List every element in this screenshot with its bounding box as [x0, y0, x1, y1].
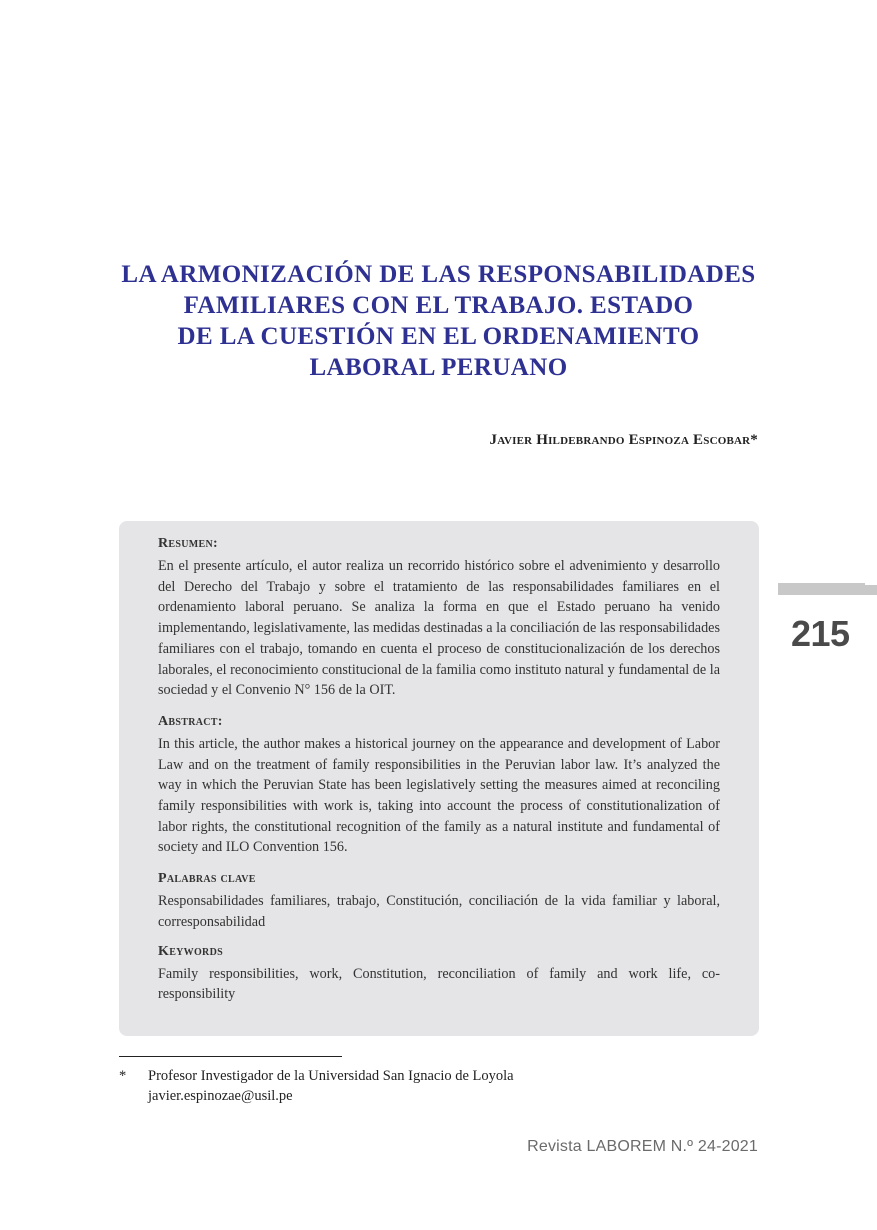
- abstract-text: In this article, the author makes a historical journey on the appearance and development of Labor Law and on the treatment of family responsibilities in the Peruvian labor law. It’s analyzed the way in which the Peruvian State has been legislatively setting the measures aimed at reconciling family responsibilities with work is, taking into account the process of constitutionalization of labor rights, the constitutional recognition of the family as a natural institute and fundamental of society and ILO Convention 156.: [158, 735, 720, 856]
- footnote-mark: *: [119, 1068, 127, 1084]
- palabras-clave-heading: Palabras clave: [158, 871, 256, 887]
- title-line-3: DE LA CUESTIÓN EN EL ORDENAMIENTO: [177, 322, 700, 350]
- keywords-text: Family responsibilities, work, Constitution, reconciliation of family and work life, co-responsibility: [158, 965, 720, 1003]
- resumen-heading: Resumen:: [158, 536, 218, 551]
- footnote-affiliation: Profesor Investigador de la Universidad San Ignacio de Loyola: [148, 1068, 514, 1084]
- footnote-divider: [119, 1056, 342, 1057]
- title-line-1: LA ARMONIZACIÓN DE LAS RESPONSABILIDADES: [121, 260, 756, 288]
- abstract-heading: Abstract:: [158, 713, 223, 729]
- journal-footer: Revista LABOREM N.º 24-2021: [527, 1138, 758, 1155]
- palabras-clave-text: Responsabilidades familiares, trabajo, Constitución, conciliación de la vida familiar y laboral, corresponsabilidad: [158, 893, 720, 930]
- resumen-text: En el presente artículo, el autor realiza un recorrido histórico sobre el advenimiento y desarrollo del Derecho del Trabajo y sobre el tratamiento de las responsabilidades familiares en el ordenamiento laboral peruano. Se analiza la forma en que el Estado peruano ha venido implementando, legislativamente, las medidas destinadas a la conciliación de las responsabilidades familiares con el trabajo, tomando en cuenta el proceso de constitucionalización de los derechos laborales, el reconocimiento constitucional de la familia como instituto natural y fundamental de la sociedad y el Convenio N° 156 de la OIT.: [158, 558, 720, 699]
- abstract-box: [119, 521, 759, 1036]
- side-rule-decoration: [778, 583, 877, 595]
- author-name: Javier Hildebrando Espinoza Escobar*: [489, 432, 758, 448]
- page-number: 215: [791, 613, 850, 654]
- article-title: [100, 259, 777, 383]
- title-line-4: LABORAL PERUANO: [309, 353, 568, 381]
- footnote: [119, 1066, 514, 1106]
- title-line-2: FAMILIARES CON EL TRABAJO. ESTADO: [183, 291, 694, 319]
- keywords-heading: Keywords: [158, 943, 223, 959]
- footnote-email: javier.espinozae@usil.pe: [148, 1088, 293, 1104]
